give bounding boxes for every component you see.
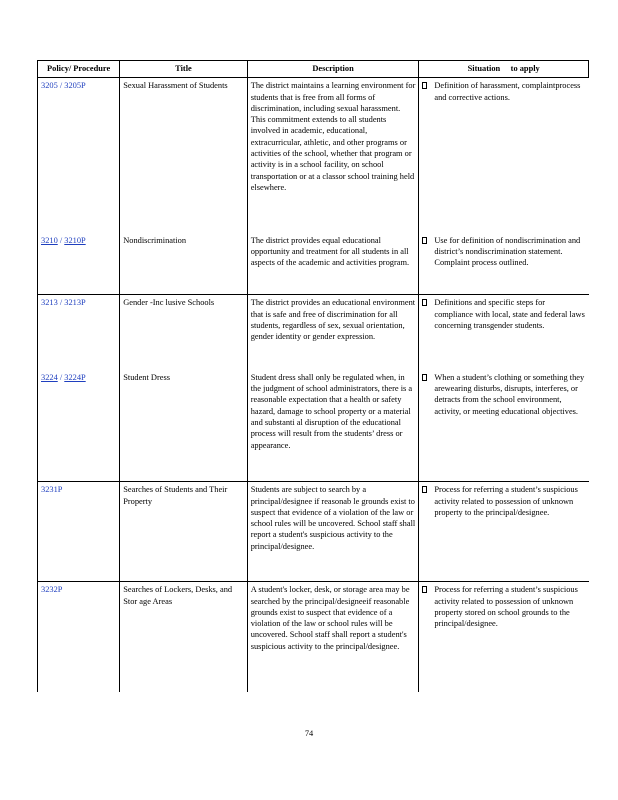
bullet-item <box>422 584 585 629</box>
description-cell: A student's locker, desk, or storage area may be searched by the principal/designeeif reasonable grounds exist to suspect that evidence of a violation of the law or school rules will be uncovered. School staff shall report a student's suspicious activity to the principal/designee. <box>247 582 419 692</box>
situation-text: Process for referring a student’s suspicious activity related to possession of unknown property stored on school grounds to the principal/designee. <box>434 585 578 629</box>
description-cell: The district provides equal educational opportunity and treatment for all students in all aspects of the academic and activities program. <box>247 233 419 295</box>
situation-text: Process for referring a student’s suspicious activity related to possession of unknown property to the principal/designee. <box>434 485 578 517</box>
bullet-box-icon <box>422 586 427 593</box>
table-row <box>38 370 589 482</box>
bullet-item <box>422 235 585 269</box>
situation-cell <box>419 78 589 233</box>
policy-link[interactable]: 3210 <box>41 235 58 245</box>
situation-text: Definition of harassment, complaintprocess and corrective actions. <box>434 81 581 102</box>
policy-separator: / <box>57 81 65 91</box>
page-number: 74 <box>304 729 314 738</box>
description-cell: The district maintains a learning environment for students that is free from all forms of discrimination, including sexual harassment. This commitment extends to all students involved in academic, educational, extracurricular, athletic, and other programs or activities of the school, whether that program or activity is in a school facility, on school transportation or at a classor school training held elsewhere. <box>247 78 419 233</box>
situation-cell <box>419 582 589 692</box>
situation-text: Use for definition of nondiscrimination and district’s nondiscrimination statement. Complaint process outlined. <box>434 235 581 268</box>
bullet-box-icon <box>422 237 427 244</box>
policy-link[interactable]: 3205 <box>41 81 58 91</box>
title-cell: Sexual Harassment of Students <box>120 78 247 233</box>
situation-text: When a student’s clothing or something they arewearing disturbs, disrupts, interferes, or detracts from the school environment, activity, or meeting educational objectives. <box>434 372 585 416</box>
header-situation: Situation to apply <box>419 61 589 78</box>
bullet-item <box>422 80 585 103</box>
policy-cell <box>38 233 120 295</box>
header-policy: Policy/ Procedure <box>38 61 120 78</box>
policy-cell <box>38 482 120 582</box>
policy-link[interactable]: 3232P <box>41 585 63 595</box>
policy-cell <box>38 78 120 233</box>
situation-cell <box>419 482 589 582</box>
procedure-link[interactable]: 3205P <box>64 81 86 91</box>
table-row <box>38 78 589 233</box>
situation-text: Definitions and specific steps for compliance with local, state and federal laws concerning transgender students. <box>434 298 585 330</box>
policy-link[interactable]: 3224 <box>41 372 58 382</box>
bullet-item <box>422 372 585 417</box>
table-row <box>38 233 589 295</box>
title-cell: Gender -Inc lusive Schools <box>120 295 247 370</box>
policy-cell <box>38 295 120 370</box>
procedure-link[interactable]: 3210P <box>64 235 86 245</box>
situation-cell <box>419 295 589 370</box>
situation-cell <box>419 370 589 482</box>
description-cell: The district provides an educational environment that is safe and free of discrimination for all students, regardless of sex, sexual orientation, gender identity or gender expression. <box>247 295 419 370</box>
situation-cell <box>419 233 589 295</box>
policy-link[interactable]: 3231P <box>41 485 63 495</box>
header-description: Description <box>247 61 419 78</box>
policy-cell <box>38 582 120 692</box>
bullet-item <box>422 297 585 331</box>
table-row <box>38 582 589 692</box>
policy-cell <box>38 370 120 482</box>
procedure-link[interactable]: 3213P <box>64 298 86 308</box>
table-row <box>38 295 589 370</box>
policy-table <box>37 60 589 692</box>
description-cell: Student dress shall only be regulated when, in the judgment of school administrators, there is a reasonable expectation that a health or safety hazard, damage to school property or a material and substanti al disruption of the educational process will result from the students’ dress or appearance. <box>247 370 419 482</box>
bullet-box-icon <box>422 299 427 306</box>
policy-separator: / <box>57 235 65 245</box>
title-cell: Nondiscrimination <box>120 233 247 295</box>
bullet-box-icon <box>422 374 427 381</box>
policy-link[interactable]: 3213 <box>41 298 58 308</box>
table-row <box>38 482 589 582</box>
bullet-box-icon <box>422 82 427 89</box>
title-cell: Student Dress <box>120 370 247 482</box>
title-cell: Searches of Students and Their Property <box>120 482 247 582</box>
header-title: Title <box>120 61 247 78</box>
title-cell: Searches of Lockers, Desks, and Stor age Areas <box>120 582 247 692</box>
policy-separator: / <box>57 372 65 382</box>
policy-separator: / <box>57 298 65 308</box>
bullet-item <box>422 484 585 518</box>
table-header <box>38 61 589 78</box>
bullet-box-icon <box>422 486 427 493</box>
procedure-link[interactable]: 3224P <box>64 372 86 382</box>
description-cell: Students are subject to search by a principal/designee if reasonab le grounds exist to suspect that evidence of a violation of the law or school rules will be uncovered. School staff shall report a student's suspicious activity to the principal/designee. <box>247 482 419 582</box>
